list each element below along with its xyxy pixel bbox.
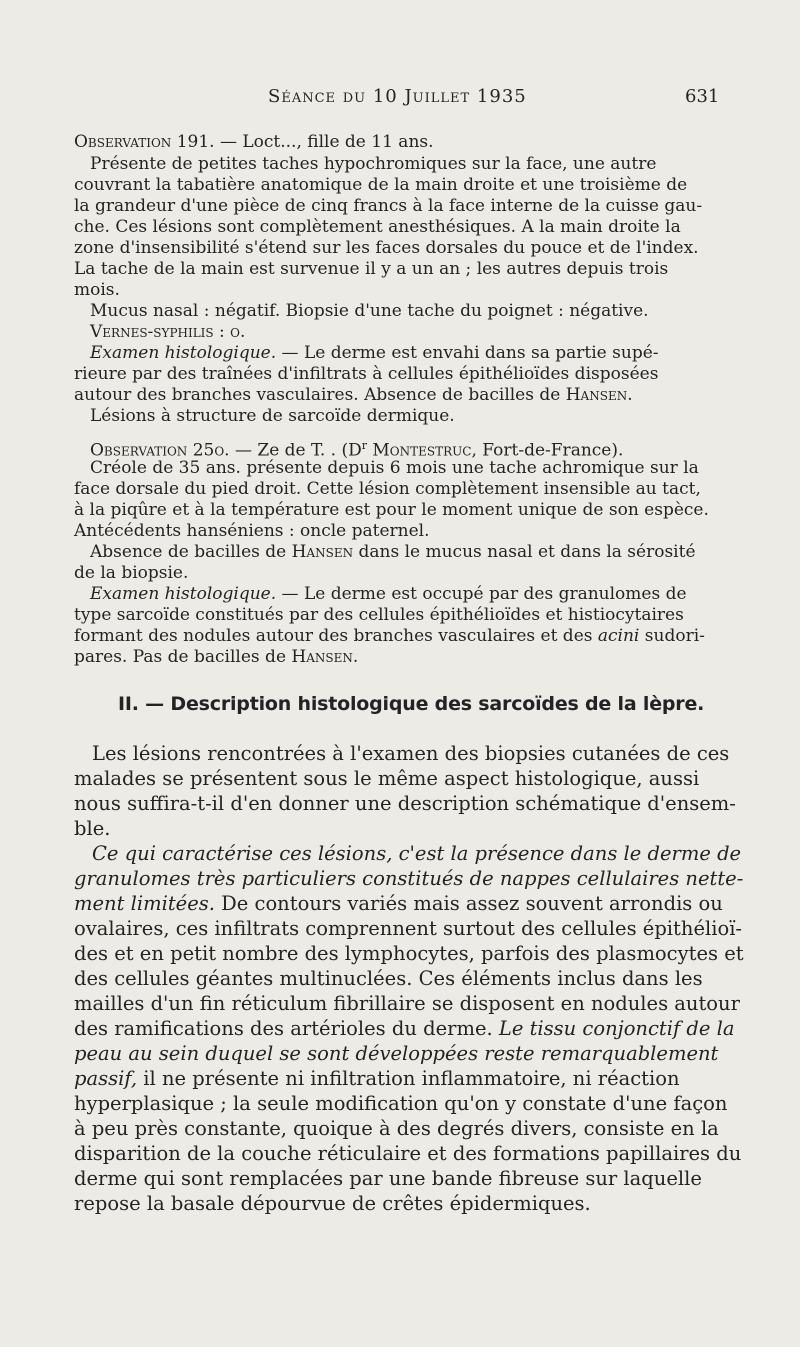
obs191-exam-text-3: autour des branches vasculaires. Absence de bacilles de [74, 385, 566, 405]
obs250-hansen-2: Hansen [291, 647, 353, 667]
body-p2-line-14: derme qui sont remplacées par une bande fibreuse sur laquelle [74, 1167, 702, 1190]
obs191-exam-line-2: rieure par des traînées d'infiltrats à cellules épithélioïdes disposées [74, 364, 659, 384]
body-p2-line-5: des et en petit nombre des lymphocytes, parfois des plasmocytes et [74, 942, 744, 965]
obs250-subject-pre: — Ze de T. . (D [229, 440, 362, 461]
obs250-exam-label: Examen histologique. [90, 584, 277, 604]
body-p2-line-8-italic: Le tissu conjonctif de la [498, 1017, 735, 1040]
obs250-label: Observation 25o. [90, 440, 230, 461]
obs250-title-line [74, 436, 714, 461]
obs250-absence-line [74, 542, 714, 562]
obs191-line-2: couvrant la tabatière anatomique de la main droite et une troisième de [74, 175, 688, 195]
obs250-subject-sup: r [361, 439, 367, 452]
obs191-title-line [74, 132, 714, 152]
body-p1-line-3: nous suffira-t-il d'en donner une description schématique d'ensem- [74, 792, 736, 815]
body-p2-line-10-italic: passif, [74, 1067, 138, 1090]
obs191-subject: — Loct..., fille de 11 ans. [214, 132, 434, 152]
body-p2-line-13: disparition de la couche réticulaire et des formations papillaires du [74, 1142, 742, 1165]
body-p2-line-1: Ce qui caractérise ces lésions, c'est la présence dans le derme de [92, 842, 742, 865]
body-p2-line-2: granulomes très particuliers constitués de nappes cellulaires nette- [74, 867, 744, 890]
body-p2-line-3-rest: De contours variés mais assez souvent arrondis ou [214, 892, 723, 915]
obs191-vernes: Vernes-syphilis : o. [90, 322, 246, 342]
obs250-exam-text-4-end: . [352, 647, 359, 667]
body-p2-line-8 [74, 1017, 735, 1041]
obs250-acini: acini [597, 626, 640, 646]
body-p2-line-11: hyperplasique ; la seule modification qu'on y constate d'une façon [74, 1092, 728, 1115]
obs191-line-5: zone d'insensibilité s'étend sur les faces dorsales du pouce et de l'index. [74, 238, 699, 258]
obs191-conclusion: Lésions à structure de sarcoïde dermique. [90, 406, 455, 426]
obs250-exam-line-3 [74, 626, 714, 646]
body-p2-line-9: peau au sein duquel se sont développées reste remarquablement [74, 1042, 719, 1065]
body-p1-line-4: ble. [74, 817, 111, 840]
obs250-line-3: à la piqûre et à la température est pour le moment unique de son espèce. [74, 500, 709, 520]
obs250-line-1: Créole de 35 ans. présente depuis 6 mois une tache achromique sur la [90, 458, 699, 478]
body-p2-line-3-italic: ment limitées. [74, 892, 215, 915]
obs250-exam-line-1 [74, 584, 714, 604]
obs250-line-4: Antécédents hanséniens : oncle paternel. [74, 521, 430, 541]
obs191-line-6: La tache de la main est survenue il y a un an ; les autres depuis trois [74, 259, 669, 279]
body-p2-line-6: des cellules géantes multinuclées. Ces éléments inclus dans les [74, 967, 703, 990]
body-p2-line-10 [74, 1067, 724, 1091]
body-p2-line-15: repose la basale dépourvue de crêtes épidermiques. [74, 1192, 591, 1215]
obs250-absence-line-2: de la biopsie. [74, 563, 189, 583]
obs191-line-4: che. Ces lésions sont complètement anesthésiques. A la main droite la [74, 217, 681, 237]
obs250-exam-text-4: pares. Pas de bacilles de [74, 647, 292, 667]
body-p2-line-4: ovalaires, ces infiltrats comprennent surtout des cellules épithélioï- [74, 917, 743, 940]
obs191-exam-text-1: — Le derme est envahi dans sa partie supé- [276, 343, 659, 363]
obs191-exam-line-3 [74, 385, 714, 405]
obs250-exam-line-4 [74, 647, 714, 667]
body-p1-line-1: Les lésions rencontrées à l'examen des biopsies cutanées de ces [92, 742, 730, 765]
body-p2-line-12: à peu près constante, quoique à des degrés divers, consiste en la [74, 1117, 719, 1140]
obs191-line-8: Mucus nasal : négatif. Biopsie d'une tache du poignet : négative. [90, 301, 649, 321]
obs191-exam-text-3-end: . [627, 385, 633, 405]
page-number: 631 [685, 86, 720, 107]
obs250-subject-name: Montestruc [367, 440, 472, 461]
obs250-exam-text-1: — Le derme est occupé par des granulomes de [276, 584, 687, 604]
body-p2-line-10-rest: il ne présente ni infiltration inflammatoire, ni réaction [137, 1067, 680, 1090]
obs250-absence-pre: Absence de bacilles de [90, 542, 292, 562]
page-header [0, 86, 800, 114]
running-title: Séance du 10 Juillet 1935 [268, 86, 527, 107]
obs250-exam-text-3: formant des nodules autour des branches vasculaires et des [74, 626, 598, 646]
obs250-line-2: face dorsale du pied droit. Cette lésion complètement insensible au tact, [74, 479, 701, 499]
obs191-line-1: Présente de petites taches hypochromiques sur la face, une autre [90, 154, 657, 174]
obs250-hansen: Hansen [291, 542, 354, 562]
obs191-line-7: mois. [74, 280, 120, 300]
body-p2-line-8-pre: des ramifications des artérioles du derme. [74, 1017, 499, 1040]
section-heading: II. — Description histologique des sarcoïdes de la lèpre. [118, 693, 705, 715]
body-p2-line-3 [74, 892, 724, 916]
body-p2-line-7: mailles d'un fin réticulum fibrillaire se disposent en nodules autour [74, 992, 740, 1015]
obs250-exam-line-2: type sarcoïde constitués par des cellules épithélioïdes et histiocytaires [74, 605, 684, 625]
obs250-absence-post: dans le mucus nasal et dans la sérosité [353, 542, 696, 562]
body-p1-line-2: malades se présentent sous le même aspect histologique, aussi [74, 767, 700, 790]
obs250-exam-text-3-end: sudori- [639, 626, 705, 646]
obs191-hansen: Hansen [565, 385, 628, 405]
obs191-exam-line-1 [74, 343, 714, 363]
obs191-label: Observation 191. [74, 132, 215, 152]
obs191-exam-label: Examen histologique. [90, 343, 277, 363]
obs191-line-3: la grandeur d'une pièce de cinq francs à la face interne de la cuisse gau- [74, 196, 703, 216]
obs250-subject-post: , Fort-de-France). [471, 440, 624, 461]
